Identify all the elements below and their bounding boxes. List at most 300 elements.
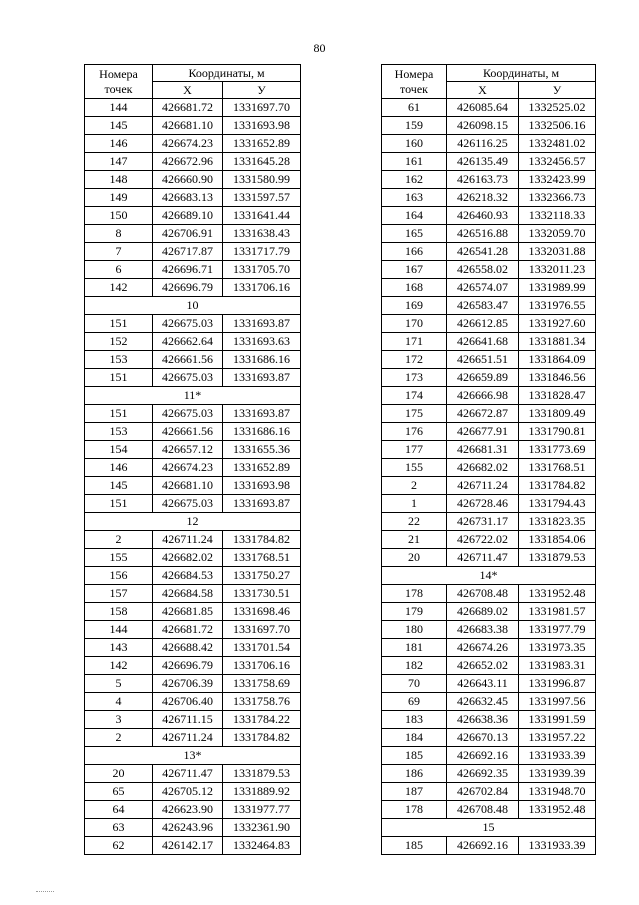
point-number-cell: 162	[382, 171, 447, 189]
y-coordinate-cell: 1331706.16	[223, 279, 301, 297]
point-number-cell: 145	[85, 477, 153, 495]
y-coordinate-cell: 1331597.57	[223, 189, 301, 207]
x-coordinate-cell: 426675.03	[153, 495, 223, 513]
point-number-cell: 165	[382, 225, 447, 243]
point-number-cell: 170	[382, 315, 447, 333]
y-coordinate-cell: 1331717.79	[223, 243, 301, 261]
table-row	[382, 423, 596, 441]
table-row	[85, 837, 301, 855]
y-coordinate-cell: 1331784.22	[223, 711, 301, 729]
x-coordinate-cell: 426218.32	[447, 189, 519, 207]
point-number-cell: 161	[382, 153, 447, 171]
x-coordinate-cell: 426085.64	[447, 99, 519, 117]
table-row	[382, 333, 596, 351]
point-number-cell: 20	[382, 549, 447, 567]
y-coordinate-cell: 1332361.90	[223, 819, 301, 837]
point-number-cell: 145	[85, 117, 153, 135]
y-coordinate-cell: 1331952.48	[519, 801, 596, 819]
y-coordinate-cell: 1331580.99	[223, 171, 301, 189]
x-coordinate-cell: 426705.12	[153, 783, 223, 801]
y-coordinate-cell: 1332423.99	[519, 171, 596, 189]
y-coordinate-cell: 1331977.77	[223, 801, 301, 819]
point-number-cell: 5	[85, 675, 153, 693]
x-coordinate-cell: 426677.91	[447, 423, 519, 441]
x-coordinate-cell: 426623.90	[153, 801, 223, 819]
table-row	[85, 459, 301, 477]
point-number-cell: 181	[382, 639, 447, 657]
x-coordinate-cell: 426681.72	[153, 621, 223, 639]
table-row	[85, 531, 301, 549]
x-coordinate-cell: 426711.47	[447, 549, 519, 567]
point-number-cell: 61	[382, 99, 447, 117]
x-coordinate-cell: 426706.39	[153, 675, 223, 693]
y-coordinate-cell: 1331758.69	[223, 675, 301, 693]
y-coordinate-cell: 1331879.53	[223, 765, 301, 783]
section-row	[382, 567, 596, 585]
y-coordinate-cell: 1331730.51	[223, 585, 301, 603]
point-number-cell: 69	[382, 693, 447, 711]
point-number-cell: 7	[85, 243, 153, 261]
table-row	[85, 441, 301, 459]
table-row	[85, 675, 301, 693]
header-points-line2: точек	[400, 81, 428, 96]
table-row	[85, 549, 301, 567]
y-coordinate-cell: 1331693.87	[223, 315, 301, 333]
point-number-cell: 159	[382, 117, 447, 135]
x-coordinate-cell: 426696.79	[153, 657, 223, 675]
point-number-cell: 174	[382, 387, 447, 405]
table-row	[382, 549, 596, 567]
y-coordinate-cell: 1331693.87	[223, 495, 301, 513]
x-coordinate-cell: 426643.11	[447, 675, 519, 693]
table-row	[382, 765, 596, 783]
x-coordinate-cell: 426692.16	[447, 837, 519, 855]
x-coordinate-cell: 426675.03	[153, 315, 223, 333]
point-number-cell: 156	[85, 567, 153, 585]
x-coordinate-cell: 426674.23	[153, 459, 223, 477]
y-coordinate-cell: 1331881.34	[519, 333, 596, 351]
point-number-cell: 152	[85, 333, 153, 351]
y-coordinate-cell: 1332059.70	[519, 225, 596, 243]
table-row	[382, 783, 596, 801]
y-coordinate-cell: 1331790.81	[519, 423, 596, 441]
point-number-cell: 148	[85, 171, 153, 189]
y-coordinate-cell: 1331809.49	[519, 405, 596, 423]
y-coordinate-cell: 1331889.92	[223, 783, 301, 801]
y-coordinate-cell: 1331952.48	[519, 585, 596, 603]
table-row	[85, 117, 301, 135]
table-row	[382, 747, 596, 765]
y-coordinate-cell: 1331698.46	[223, 603, 301, 621]
header-points-line2: точек	[104, 81, 133, 96]
y-coordinate-cell: 1331957.22	[519, 729, 596, 747]
x-coordinate-cell: 426682.02	[447, 459, 519, 477]
x-coordinate-cell: 426681.85	[153, 603, 223, 621]
point-number-cell: 184	[382, 729, 447, 747]
table-row	[382, 693, 596, 711]
point-number-cell: 144	[85, 99, 153, 117]
point-number-cell: 172	[382, 351, 447, 369]
header-points-line1: Номера	[394, 66, 434, 81]
table-row	[85, 99, 301, 117]
point-number-cell: 164	[382, 207, 447, 225]
x-coordinate-cell: 426711.24	[153, 729, 223, 747]
table-body-right	[382, 99, 596, 855]
point-number-cell: 153	[85, 351, 153, 369]
section-row	[382, 819, 596, 837]
y-coordinate-cell: 1331652.89	[223, 459, 301, 477]
point-number-cell: 187	[382, 783, 447, 801]
table-row	[382, 675, 596, 693]
y-coordinate-cell: 1331939.39	[519, 765, 596, 783]
y-coordinate-cell: 1331983.31	[519, 657, 596, 675]
point-number-cell: 185	[382, 747, 447, 765]
y-coordinate-cell: 1331981.57	[519, 603, 596, 621]
table-body-left	[85, 99, 301, 855]
point-number-cell: 142	[85, 657, 153, 675]
y-coordinate-cell: 1332456.57	[519, 153, 596, 171]
point-number-cell: 146	[85, 459, 153, 477]
point-number-cell: 155	[382, 459, 447, 477]
y-coordinate-cell: 1331652.89	[223, 135, 301, 153]
y-coordinate-cell: 1331750.27	[223, 567, 301, 585]
x-coordinate-cell: 426674.26	[447, 639, 519, 657]
y-coordinate-cell: 1331641.44	[223, 207, 301, 225]
table-row	[382, 153, 596, 171]
table-row	[382, 243, 596, 261]
y-coordinate-cell: 1331977.79	[519, 621, 596, 639]
x-coordinate-cell: 426163.73	[447, 171, 519, 189]
y-coordinate-cell: 1331933.39	[519, 837, 596, 855]
point-number-cell: 2	[382, 477, 447, 495]
table-row	[382, 405, 596, 423]
point-number-cell: 22	[382, 513, 447, 531]
x-coordinate-cell: 426652.02	[447, 657, 519, 675]
y-coordinate-cell: 1332506.16	[519, 117, 596, 135]
section-label: 15	[382, 819, 596, 837]
x-coordinate-cell: 426666.98	[447, 387, 519, 405]
point-number-cell: 160	[382, 135, 447, 153]
y-coordinate-cell: 1331686.16	[223, 351, 301, 369]
point-number-cell: 163	[382, 189, 447, 207]
x-coordinate-cell: 426692.16	[447, 747, 519, 765]
table-row	[382, 369, 596, 387]
table-row	[85, 657, 301, 675]
table-row	[85, 351, 301, 369]
x-coordinate-cell: 426681.72	[153, 99, 223, 117]
point-number-cell: 63	[85, 819, 153, 837]
y-coordinate-cell: 1331758.76	[223, 693, 301, 711]
y-coordinate-cell: 1331697.70	[223, 621, 301, 639]
x-coordinate-cell: 426689.10	[153, 207, 223, 225]
table-row	[85, 333, 301, 351]
point-number-cell: 157	[85, 585, 153, 603]
table-row	[382, 171, 596, 189]
x-coordinate-cell: 426681.10	[153, 477, 223, 495]
x-coordinate-cell: 426460.93	[447, 207, 519, 225]
x-coordinate-cell: 426661.56	[153, 423, 223, 441]
point-number-cell: 4	[85, 693, 153, 711]
x-coordinate-cell: 426659.89	[447, 369, 519, 387]
point-number-cell: 65	[85, 783, 153, 801]
table-row	[85, 225, 301, 243]
table-row	[382, 603, 596, 621]
x-coordinate-cell: 426683.38	[447, 621, 519, 639]
table-row	[85, 207, 301, 225]
point-number-cell: 151	[85, 405, 153, 423]
x-coordinate-cell: 426711.24	[447, 477, 519, 495]
point-number-cell: 166	[382, 243, 447, 261]
y-coordinate-cell: 1331768.51	[223, 549, 301, 567]
y-coordinate-cell: 1331706.16	[223, 657, 301, 675]
point-number-cell: 175	[382, 405, 447, 423]
y-coordinate-cell: 1331705.70	[223, 261, 301, 279]
y-coordinate-cell: 1331991.59	[519, 711, 596, 729]
table-row	[85, 135, 301, 153]
table-row	[382, 477, 596, 495]
x-coordinate-cell: 426708.48	[447, 585, 519, 603]
x-coordinate-cell: 426243.96	[153, 819, 223, 837]
x-coordinate-cell: 426731.17	[447, 513, 519, 531]
x-coordinate-cell: 426711.15	[153, 711, 223, 729]
section-row	[85, 513, 301, 531]
table-row	[85, 243, 301, 261]
x-coordinate-cell: 426116.25	[447, 135, 519, 153]
x-coordinate-cell: 426717.87	[153, 243, 223, 261]
x-coordinate-cell: 426696.79	[153, 279, 223, 297]
y-coordinate-cell: 1331693.98	[223, 477, 301, 495]
x-coordinate-cell: 426711.24	[153, 531, 223, 549]
x-coordinate-cell: 426135.49	[447, 153, 519, 171]
y-coordinate-cell: 1332464.83	[223, 837, 301, 855]
x-coordinate-cell: 426142.17	[153, 837, 223, 855]
x-coordinate-cell: 426682.02	[153, 549, 223, 567]
x-coordinate-cell: 426683.13	[153, 189, 223, 207]
y-coordinate-cell: 1331686.16	[223, 423, 301, 441]
x-coordinate-cell: 426688.42	[153, 639, 223, 657]
point-number-cell: 151	[85, 495, 153, 513]
table-row	[85, 315, 301, 333]
table-row	[382, 135, 596, 153]
point-number-cell: 153	[85, 423, 153, 441]
page-number: 80	[313, 41, 326, 55]
table-row	[382, 441, 596, 459]
y-coordinate-cell: 1331989.99	[519, 279, 596, 297]
x-coordinate-cell: 426706.91	[153, 225, 223, 243]
point-number-cell: 143	[85, 639, 153, 657]
table-row	[382, 585, 596, 603]
table-row	[382, 387, 596, 405]
y-coordinate-cell: 1331864.09	[519, 351, 596, 369]
x-coordinate-cell: 426696.71	[153, 261, 223, 279]
x-coordinate-cell: 426702.84	[447, 783, 519, 801]
table-row	[382, 801, 596, 819]
header-points-line1: Номера	[99, 66, 138, 81]
table-row	[382, 837, 596, 855]
table-row	[382, 639, 596, 657]
y-coordinate-cell: 1331645.28	[223, 153, 301, 171]
point-number-cell: 178	[382, 801, 447, 819]
x-coordinate-cell: 426711.47	[153, 765, 223, 783]
table-row	[85, 585, 301, 603]
x-coordinate-cell: 426675.03	[153, 405, 223, 423]
section-row	[85, 387, 301, 405]
coordinates-table-right	[381, 64, 596, 855]
x-coordinate-cell: 426692.35	[447, 765, 519, 783]
table-row	[85, 693, 301, 711]
table-row	[382, 261, 596, 279]
y-coordinate-cell: 1331784.82	[223, 531, 301, 549]
y-coordinate-cell: 1332366.73	[519, 189, 596, 207]
x-coordinate-cell: 426675.03	[153, 369, 223, 387]
table-row	[85, 171, 301, 189]
y-coordinate-cell: 1331933.39	[519, 747, 596, 765]
point-number-cell: 168	[382, 279, 447, 297]
x-coordinate-cell: 426670.13	[447, 729, 519, 747]
x-coordinate-cell: 426672.96	[153, 153, 223, 171]
point-number-cell: 178	[382, 585, 447, 603]
point-number-cell: 186	[382, 765, 447, 783]
point-number-cell: 149	[85, 189, 153, 207]
x-coordinate-cell: 426662.64	[153, 333, 223, 351]
table-row	[85, 729, 301, 747]
y-coordinate-cell: 1332011.23	[519, 261, 596, 279]
x-coordinate-cell: 426672.87	[447, 405, 519, 423]
point-number-cell: 182	[382, 657, 447, 675]
y-coordinate-cell: 1331638.43	[223, 225, 301, 243]
point-number-cell: 177	[382, 441, 447, 459]
point-number-cell: 2	[85, 729, 153, 747]
point-number-cell: 173	[382, 369, 447, 387]
table-row	[85, 405, 301, 423]
point-number-cell: 154	[85, 441, 153, 459]
x-coordinate-cell: 426657.12	[153, 441, 223, 459]
table-row	[382, 279, 596, 297]
x-coordinate-cell: 426684.58	[153, 585, 223, 603]
point-number-cell: 179	[382, 603, 447, 621]
y-coordinate-cell: 1332525.02	[519, 99, 596, 117]
table-row	[85, 567, 301, 585]
table-row	[382, 297, 596, 315]
point-number-cell: 183	[382, 711, 447, 729]
table-row	[85, 603, 301, 621]
point-number-cell: 155	[85, 549, 153, 567]
table-row	[382, 189, 596, 207]
x-coordinate-cell: 426541.28	[447, 243, 519, 261]
section-label: 10	[85, 297, 301, 315]
table-row	[85, 369, 301, 387]
table-row	[382, 459, 596, 477]
x-coordinate-cell: 426708.48	[447, 801, 519, 819]
table-row	[382, 621, 596, 639]
table-row	[85, 639, 301, 657]
y-coordinate-cell: 1331823.35	[519, 513, 596, 531]
y-coordinate-cell: 1331997.56	[519, 693, 596, 711]
section-row	[85, 297, 301, 315]
y-coordinate-cell: 1331693.98	[223, 117, 301, 135]
table-row	[382, 513, 596, 531]
x-coordinate-cell: 426638.36	[447, 711, 519, 729]
table-row	[382, 711, 596, 729]
table-row	[85, 783, 301, 801]
point-number-cell: 20	[85, 765, 153, 783]
y-coordinate-cell: 1331927.60	[519, 315, 596, 333]
table-row	[85, 153, 301, 171]
table-row	[382, 225, 596, 243]
point-number-cell: 8	[85, 225, 153, 243]
x-coordinate-cell: 426641.68	[447, 333, 519, 351]
point-number-cell: 151	[85, 315, 153, 333]
table-row	[382, 99, 596, 117]
header-points	[382, 65, 447, 99]
x-coordinate-cell: 426674.23	[153, 135, 223, 153]
x-coordinate-cell: 426660.90	[153, 171, 223, 189]
y-coordinate-cell: 1331794.43	[519, 495, 596, 513]
y-coordinate-cell: 1331693.87	[223, 369, 301, 387]
y-coordinate-cell: 1332481.02	[519, 135, 596, 153]
y-coordinate-cell: 1331697.70	[223, 99, 301, 117]
table-row	[85, 423, 301, 441]
y-coordinate-cell: 1331976.55	[519, 297, 596, 315]
x-coordinate-cell: 426574.07	[447, 279, 519, 297]
section-label: 12	[85, 513, 301, 531]
point-number-cell: 176	[382, 423, 447, 441]
section-label: 13*	[85, 747, 301, 765]
point-number-cell: 142	[85, 279, 153, 297]
table-row	[382, 657, 596, 675]
x-coordinate-cell: 426516.88	[447, 225, 519, 243]
table-row	[382, 351, 596, 369]
y-coordinate-cell: 1331828.47	[519, 387, 596, 405]
table-row	[85, 189, 301, 207]
x-coordinate-cell: 426706.40	[153, 693, 223, 711]
coordinates-table-left	[84, 64, 301, 855]
y-coordinate-cell: 1331996.87	[519, 675, 596, 693]
x-coordinate-cell: 426632.45	[447, 693, 519, 711]
table-row	[382, 729, 596, 747]
point-number-cell: 185	[382, 837, 447, 855]
section-label: 11*	[85, 387, 301, 405]
table-row	[85, 765, 301, 783]
point-number-cell: 144	[85, 621, 153, 639]
x-coordinate-cell: 426583.47	[447, 297, 519, 315]
x-coordinate-cell: 426681.31	[447, 441, 519, 459]
table-row	[85, 801, 301, 819]
table-row	[85, 621, 301, 639]
point-number-cell: 180	[382, 621, 447, 639]
scan-speck	[36, 891, 54, 895]
table-row	[85, 711, 301, 729]
header-coords: Координаты, м	[153, 65, 301, 82]
point-number-cell: 146	[85, 135, 153, 153]
point-number-cell: 62	[85, 837, 153, 855]
y-coordinate-cell: 1331693.63	[223, 333, 301, 351]
y-coordinate-cell: 1331784.82	[519, 477, 596, 495]
point-number-cell: 171	[382, 333, 447, 351]
table-row	[382, 117, 596, 135]
table-row	[85, 495, 301, 513]
point-number-cell: 151	[85, 369, 153, 387]
point-number-cell: 6	[85, 261, 153, 279]
header-x: X	[153, 82, 223, 99]
y-coordinate-cell: 1331784.82	[223, 729, 301, 747]
point-number-cell: 167	[382, 261, 447, 279]
point-number-cell: 1	[382, 495, 447, 513]
point-number-cell: 21	[382, 531, 447, 549]
point-number-cell: 3	[85, 711, 153, 729]
y-coordinate-cell: 1331879.53	[519, 549, 596, 567]
point-number-cell: 150	[85, 207, 153, 225]
